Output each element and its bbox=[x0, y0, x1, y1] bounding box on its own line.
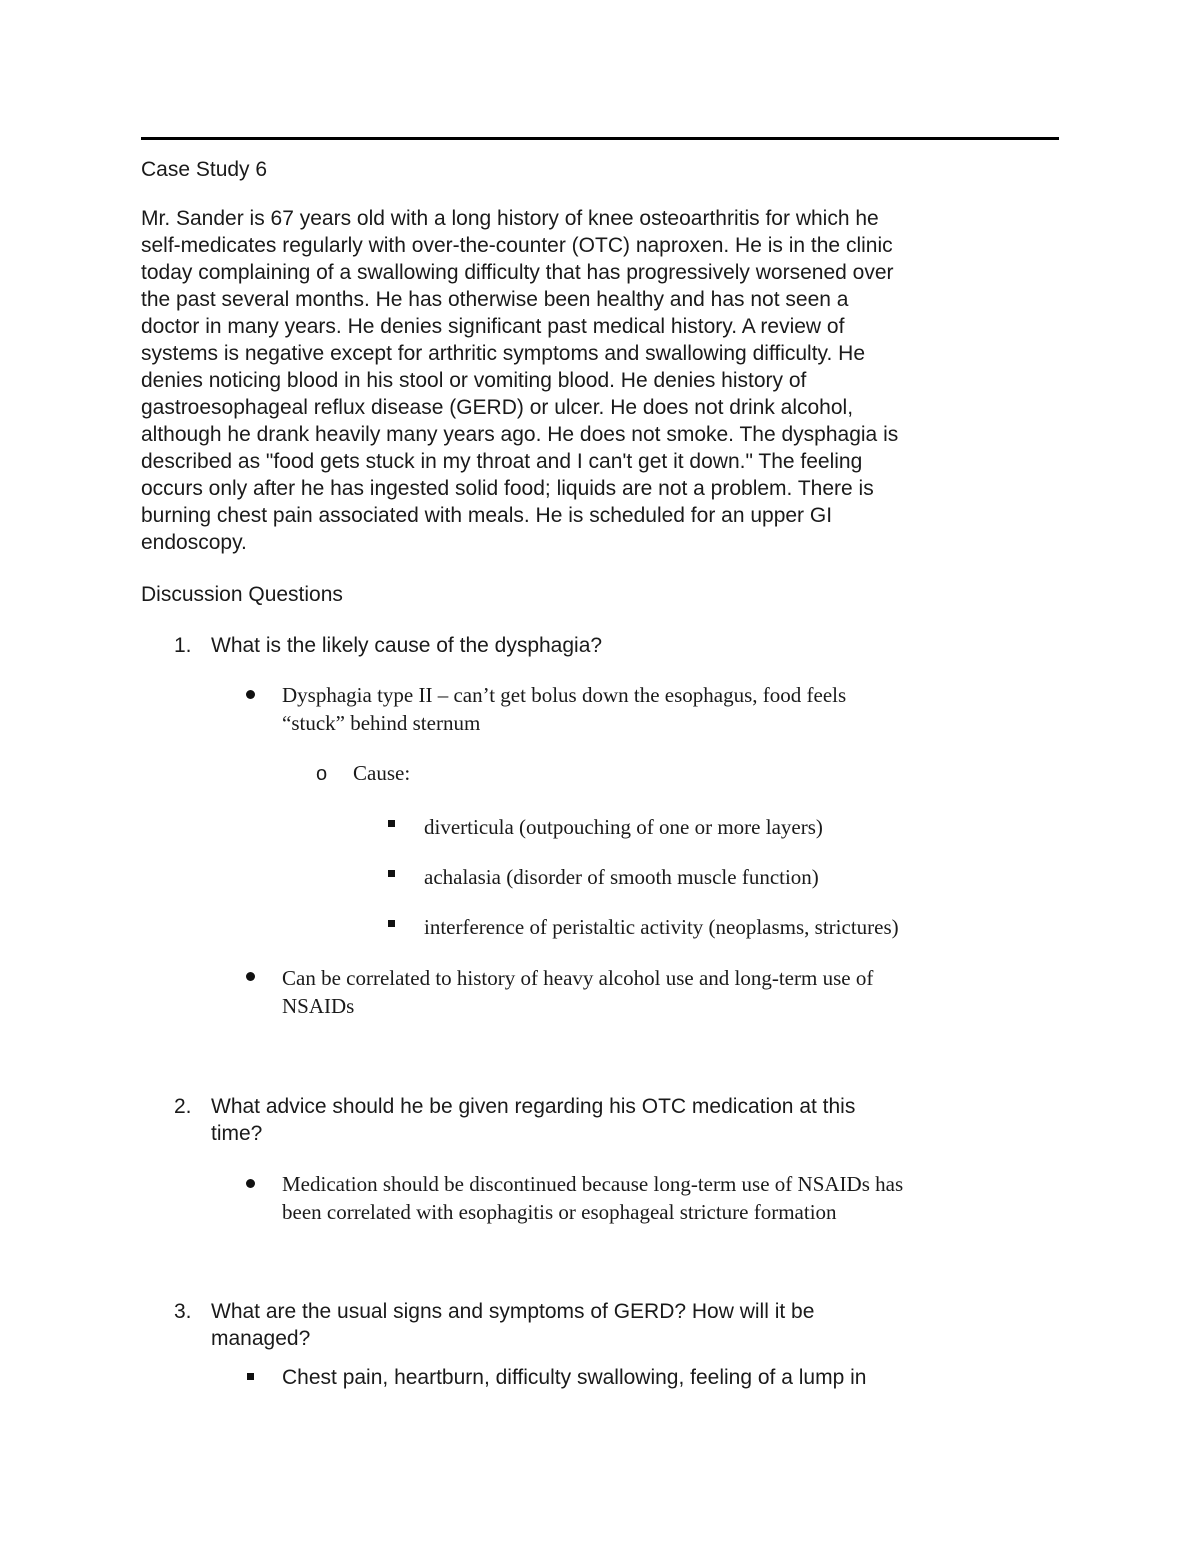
answer-1-2-line-2: NSAIDs bbox=[282, 994, 355, 1018]
bullet-dot-icon bbox=[246, 1179, 255, 1188]
question-1-number: 1. bbox=[174, 634, 192, 657]
question-3-text-line-2: managed? bbox=[211, 1327, 311, 1350]
cause-item: interference of peristaltic activity (neoplasms, strictures) bbox=[424, 915, 899, 939]
bullet-square-icon bbox=[388, 870, 395, 877]
question-2-number: 2. bbox=[174, 1095, 192, 1118]
question-3-text-line-1: What are the usual signs and symptoms of GERD? How will it be bbox=[211, 1300, 815, 1323]
header-rule bbox=[141, 137, 1059, 140]
question-2-text-line-2: time? bbox=[211, 1122, 263, 1145]
question-2-text-line-1: What advice should he be given regarding his OTC medication at this bbox=[211, 1095, 856, 1118]
bullet-square-icon bbox=[388, 820, 395, 827]
cause-label: Cause: bbox=[353, 761, 411, 785]
bullet-circle-icon: o bbox=[316, 763, 328, 785]
bullet-square-icon bbox=[247, 1373, 254, 1380]
bullet-dot-icon bbox=[246, 972, 255, 981]
case-description: Mr. Sander is 67 years old with a long history of knee osteoarthritis for which he self-medicates regularly with over-the-counter (OTC) naproxen. He is in the clinic today complaining of a swallowing difficulty that has progressively worsened over the past several months. He has otherwise been healthy and has not seen a doctor in many years. He denies significant past medical history. A review of systems is negative except for arthritic symptoms and swallowing difficulty. He denies noticing blood in his stool or vomiting blood. He denies history of gastroesophageal reflux disease (GERD) or ulcer. He does not drink alcohol, although he drank heavily many years ago. He does not smoke. The dysphagia is described as "food gets stuck in my throat and I can't get it down." The feeling occurs only after he has ingested solid food; liquids are not a problem. There is burning chest pain associated with meals. He is scheduled for an upper GI endoscopy. bbox=[141, 207, 899, 554]
bullet-dot-icon bbox=[246, 690, 255, 699]
cause-item: diverticula (outpouching of one or more layers) bbox=[424, 815, 823, 839]
discussion-heading: Discussion Questions bbox=[141, 583, 343, 606]
answer-3-1-line-1: Chest pain, heartburn, difficulty swallowing, feeling of a lump in bbox=[282, 1366, 867, 1389]
answer-2-1-line-1: Medication should be discontinued because long-term use of NSAIDs has bbox=[282, 1172, 904, 1196]
question-3-number: 3. bbox=[174, 1300, 192, 1323]
bullet-square-icon bbox=[388, 920, 395, 927]
answer-1-2-line-1: Can be correlated to history of heavy alcohol use and long-term use of bbox=[282, 966, 874, 990]
cause-item: achalasia (disorder of smooth muscle function) bbox=[424, 865, 819, 889]
question-1-text: What is the likely cause of the dysphagia? bbox=[211, 634, 603, 657]
answer-2-1-line-2: been correlated with esophagitis or esophageal stricture formation bbox=[282, 1200, 837, 1224]
answer-1-1-line-1: Dysphagia type II – can’t get bolus down the esophagus, food feels bbox=[282, 683, 847, 707]
answer-1-1-line-2: “stuck” behind sternum bbox=[282, 711, 481, 735]
case-title: Case Study 6 bbox=[141, 158, 268, 181]
